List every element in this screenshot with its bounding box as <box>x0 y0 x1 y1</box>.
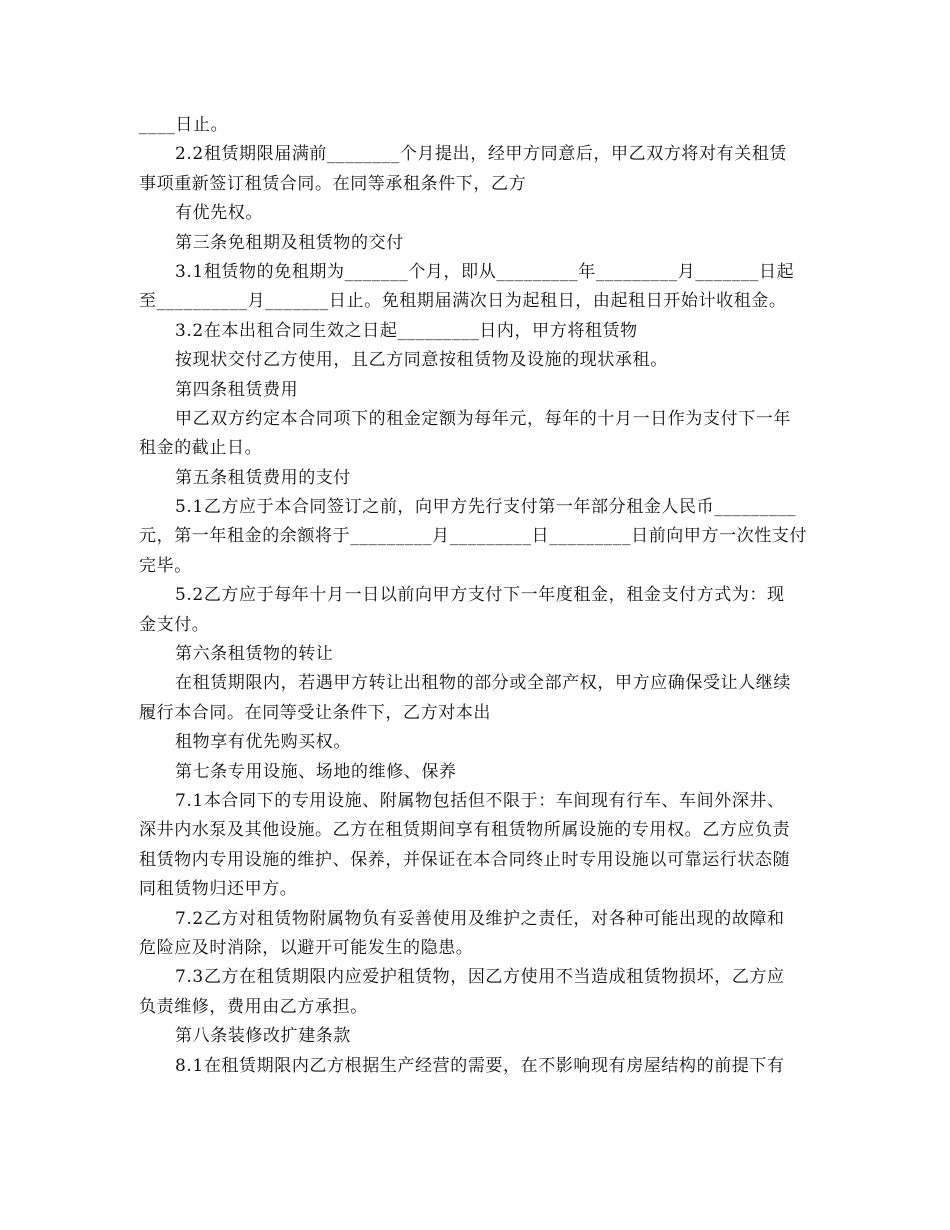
clause-7-2-line: 7.2乙方对租赁物附属物负有妥善使用及维护之责任，对各种可能出现的故障和 <box>175 908 785 929</box>
clause-8-1-line: 8.1在租赁期限内乙方根据生产经营的需要，在不影响现有房屋结构的前提下有 <box>175 1055 785 1076</box>
clause-7-1-line: 7.1本合同下的专用设施、附属物包括但不限于：车间现有行车、车间外深井、 <box>175 790 785 811</box>
text-line: 同租赁物归还甲方。 <box>139 879 298 900</box>
section-heading: 第五条租赁费用的支付 <box>175 467 351 488</box>
section-heading: 第三条免租期及租赁物的交付 <box>175 232 404 253</box>
text-line: 危险应及时消除，以避开可能发生的隐患。 <box>139 937 474 958</box>
clause-3-2-line: 3.2在本出租合同生效之日起_________日内，甲方将租赁物 <box>175 320 638 341</box>
text-line: 甲乙双方约定本合同项下的租金定额为每年元，每年的十月一日作为支付下一年 <box>175 408 791 429</box>
section-heading: 第六条租赁物的转让 <box>175 644 334 665</box>
clause-5-2-line: 5.2乙方应于每年十月一日以前向甲方支付下一年度租金，租金支付方式为：现 <box>175 585 785 606</box>
text-line: 金支付。 <box>139 614 210 635</box>
section-heading: 第八条装修改扩建条款 <box>175 1026 351 1047</box>
section-heading: 第四条租赁费用 <box>175 379 299 400</box>
clause-3-1-line: 3.1租赁物的免租期为_______个月，即从_________年_________月_______日起 <box>175 261 795 282</box>
text-line: 租金的截止日。 <box>139 438 263 459</box>
text-line: 在租赁期限内，若遇甲方转让出租物的部分或全部产权，甲方应确保受让人继续 <box>175 673 791 694</box>
text-line: 履行本合同。在同等受让条件下，乙方对本出 <box>139 702 491 723</box>
text-line: 负责维修，费用由乙方承担。 <box>139 996 368 1017</box>
text-line: 按现状交付乙方使用，且乙方同意按租赁物及设施的现状承租。 <box>175 350 668 371</box>
text-line: 深井内水泵及其他设施。乙方在租赁期间享有租赁物所属设施的专用权。乙方应负责 <box>139 820 791 841</box>
clause-7-3-line: 7.3乙方在租赁期限内应爱护租赁物，因乙方使用不当造成租赁物损坏，乙方应 <box>175 967 785 988</box>
text-line: 有优先权。 <box>175 203 263 224</box>
text-line: 租赁物内专用设施的维护、保养，并保证在本合同终止时专用设施以可靠运行状态随 <box>139 849 791 870</box>
text-line: 事项重新签订租赁合同。在同等承租条件下，乙方 <box>139 173 527 194</box>
text-line: 元，第一年租金的余额将于_________月_________日_________日前向甲方一次性支付 <box>139 526 808 547</box>
text-line: 完毕。 <box>139 555 192 576</box>
text-line: 至__________月_______日止。免租期届满次日为起租日，由起租日开始计收租金。 <box>139 291 787 312</box>
document-body <box>139 111 809 1081</box>
text-line: 租物享有优先购买权。 <box>175 732 351 753</box>
clause-2-2-line: 2.2租赁期限届满前________个月提出，经甲方同意后，甲乙双方将对有关租赁 <box>175 144 788 165</box>
clause-5-1-line: 5.1乙方应于本合同签订之前，向甲方先行支付第一年部分租金人民币_________ <box>175 497 797 518</box>
section-heading: 第七条专用设施、场地的维修、保养 <box>175 761 457 782</box>
text-line: ____日止。 <box>139 115 229 135</box>
